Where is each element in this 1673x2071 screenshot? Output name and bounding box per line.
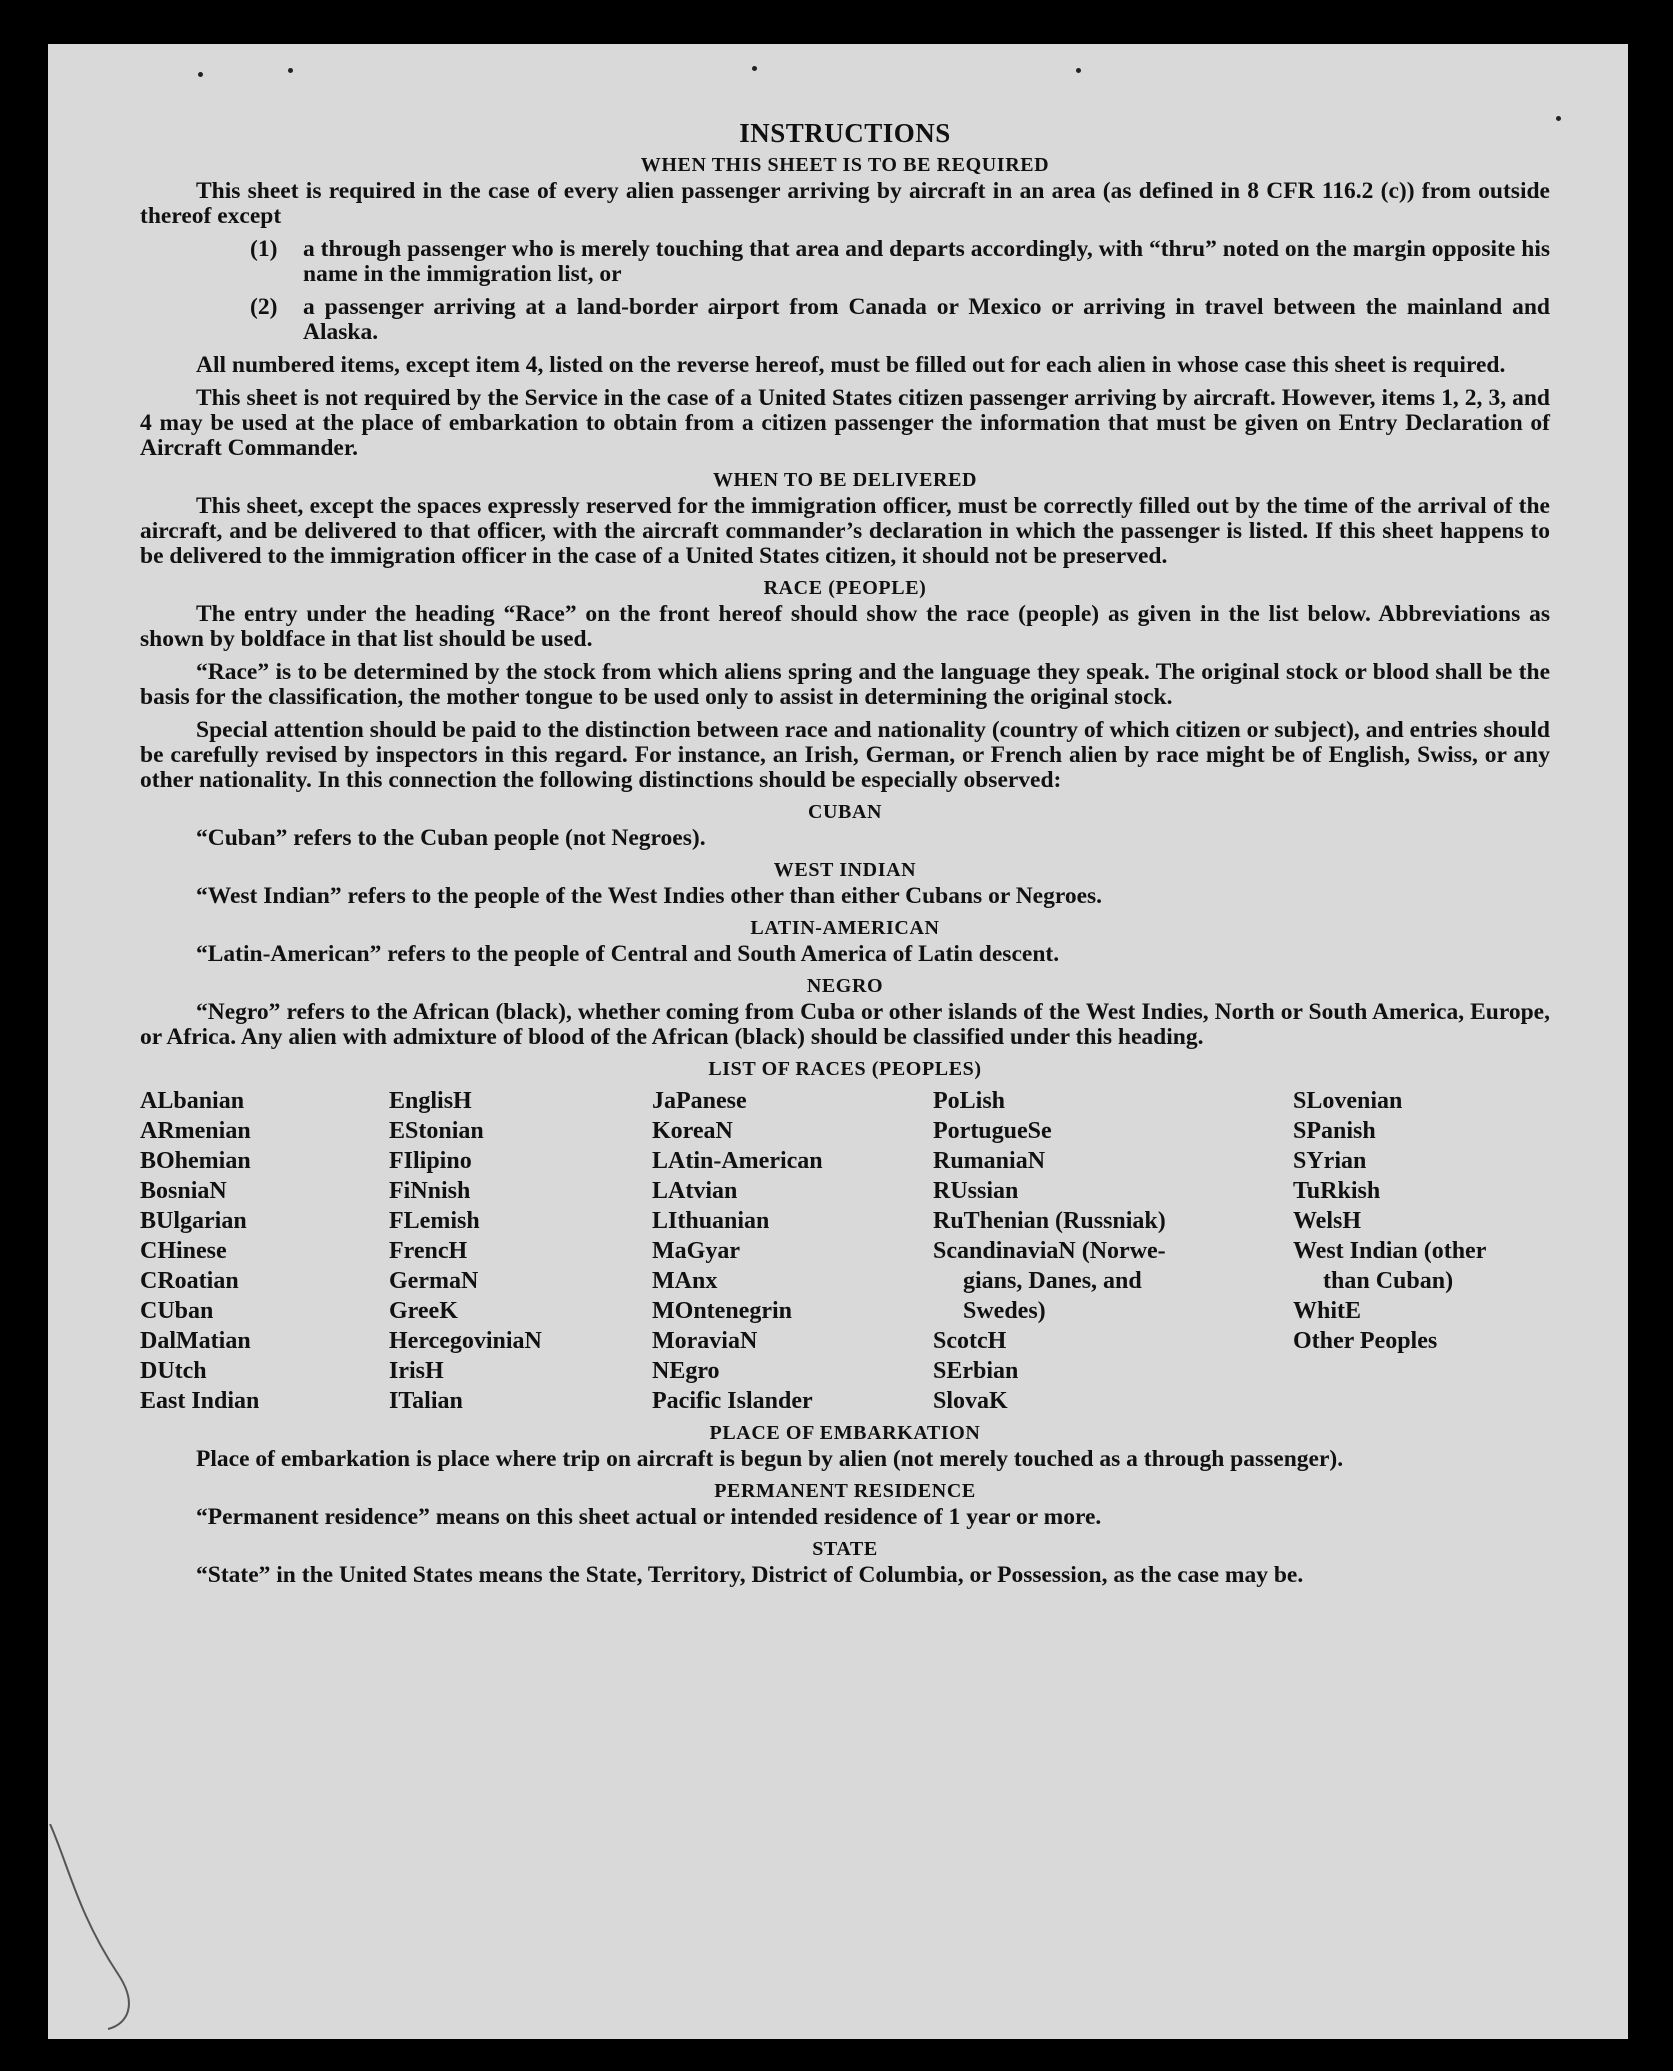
heading-when-required: WHEN THIS SHEET IS TO BE REQUIRED (640, 154, 1050, 176)
race-entry: SPanish (1293, 1118, 1376, 1144)
race-entry-continued: Swedes) (963, 1298, 1046, 1324)
heading-race: RACE (PEOPLE) (763, 577, 927, 599)
heading-west-indian: WEST INDIAN (773, 859, 917, 881)
exception-item-2 (250, 295, 1550, 345)
race-entry: ScotcH (933, 1328, 1007, 1354)
race-entry: BOhemian (140, 1148, 251, 1174)
page-title: INSTRUCTIONS (739, 118, 951, 148)
race-entry: WhitE (1293, 1298, 1362, 1324)
race-entry: EStonian (389, 1118, 484, 1144)
embarkation-text: Place of embarkation is place where trip on aircraft is begun by alien (not merely touched as a through passenger). (196, 1446, 1344, 1472)
race-entry: IrisH (389, 1358, 444, 1384)
race-entry: PortugueSe (933, 1118, 1052, 1144)
race-entry-continued: than Cuban) (1323, 1268, 1454, 1294)
exception-number: (1) (250, 236, 278, 262)
races-column-5 (1293, 1086, 1550, 1416)
race-entry: RuThenian (Russniak) (933, 1208, 1166, 1234)
latin-american-text: “Latin-American” refers to the people of Central and South America of Latin descent. (196, 941, 1060, 967)
race-entry-continued: gians, Danes, and (963, 1268, 1142, 1294)
citizen-paragraph: This sheet is not required by the Service in the case of a United States citizen passenger arriving by aircraft. However, items 1, 2, 3, and 4 may be used at the place of embarkation to obtain from a citizen passenger the information that must be given on Entry Declaration of Aircraft Commander. (140, 385, 1550, 461)
race-entry: LAtin-American (652, 1148, 823, 1174)
document-sheet (48, 44, 1628, 2039)
exception-number: (2) (250, 294, 278, 320)
race-paragraph-1: The entry under the heading “Race” on the front hereof should show the race (people) as given in the list below. Abbreviations as shown by boldface in that list should be used. (140, 601, 1550, 652)
race-entry: CUban (140, 1298, 214, 1324)
heading-cuban: CUBAN (807, 801, 883, 823)
exception-text: a through passenger who is merely touching that area and departs accordingly, with “thru” noted on the margin opposite his name in the immigration list, or (303, 236, 1550, 287)
heading-embarkation: PLACE OF EMBARKATION (709, 1422, 981, 1444)
race-entry: NEgro (652, 1358, 720, 1384)
race-entry: West Indian (other (1293, 1238, 1487, 1264)
race-entry: MAnx (652, 1268, 718, 1294)
races-table (140, 1086, 1550, 1416)
heading-negro: NEGRO (806, 975, 884, 997)
race-entry: GreeK (389, 1298, 458, 1324)
race-entry: SLovenian (1293, 1088, 1403, 1114)
race-entry: EnglisH (389, 1088, 472, 1114)
race-entry: TuRkish (1293, 1178, 1381, 1204)
race-entry: DUtch (140, 1358, 207, 1384)
race-entry: MaGyar (652, 1238, 740, 1264)
race-entry: MOntenegrin (652, 1298, 792, 1324)
when-required-intro: This sheet is required in the case of every alien passenger arriving by aircraft in an area (as defined in 8 CFR 116.2 (c)) from outside thereof except (140, 178, 1550, 229)
heading-latin-american: LATIN-AMERICAN (750, 917, 940, 939)
race-entry: BosniaN (140, 1178, 227, 1204)
race-entry: FrencH (389, 1238, 468, 1264)
race-paragraph-2: “Race” is to be determined by the stock from which aliens spring and the language they speak. The original stock or blood shall be the basis for the classification, the mother tongue to be used only to assist in determining the original stock. (140, 659, 1550, 710)
cuban-text: “Cuban” refers to the Cuban people (not Negroes). (196, 825, 706, 851)
race-entry: KoreaN (652, 1118, 733, 1144)
race-entry: CRoatian (140, 1268, 239, 1294)
race-entry: HercegoviniaN (389, 1328, 542, 1354)
race-entry: FiNnish (389, 1178, 471, 1204)
races-column-4 (933, 1086, 1293, 1416)
race-entry: WelsH (1293, 1208, 1362, 1234)
heading-permanent-residence: PERMANENT RESIDENCE (714, 1480, 976, 1502)
race-entry: ARmenian (140, 1118, 251, 1144)
race-entry: LIthuanian (652, 1208, 770, 1234)
race-entry: FLemish (389, 1208, 480, 1234)
race-entry: East Indian (140, 1388, 260, 1414)
race-entry: Pacific Islander (652, 1388, 813, 1414)
instructions-body (140, 118, 1550, 1596)
race-entry: MoraviaN (652, 1328, 758, 1354)
race-entry: GermaN (389, 1268, 479, 1294)
when-delivered-text: This sheet, except the spaces expressly reserved for the immigration officer, must be correctly filled out by the time of the arrival of the aircraft, and be delivered to that officer, with the aircraft commander’s declaration in which the passenger is listed. If this sheet happens to be delivered to the immigration officer in the case of a United States citizen, it should not be preserved. (140, 493, 1550, 569)
race-entry: JaPanese (652, 1088, 747, 1114)
permanent-residence-text: “Permanent residence” means on this sheet actual or intended residence of 1 year or more. (196, 1504, 1102, 1530)
race-entry: SlovaK (933, 1388, 1008, 1414)
numbered-items-paragraph: All numbered items, except item 4, listed on the reverse hereof, must be filled out for each alien in whose case this sheet is required. (196, 352, 1506, 378)
race-entry: FIlipino (389, 1148, 472, 1174)
race-entry: ALbanian (140, 1088, 245, 1114)
race-entry: RumaniaN (933, 1148, 1046, 1174)
race-entry: ScandinaviaN (Norwe- (933, 1238, 1166, 1264)
race-entry: CHinese (140, 1238, 227, 1264)
race-entry: SYrian (1293, 1148, 1367, 1174)
race-paragraph-3: Special attention should be paid to the distinction between race and nationality (country of which citizen or subject), and entries should be carefully revised by inspectors in this regard. For instance, an Irish, German, or French alien by race might be of English, Swiss, or any other nationality. In this connection the following distinctions should be especially observed: (140, 717, 1550, 793)
exception-text: a passenger arriving at a land-border airport from Canada or Mexico or arriving in travel between the mainland and Alaska. (303, 294, 1550, 345)
race-entry: PoLish (933, 1088, 1006, 1114)
pencil-mark (48, 1824, 168, 2034)
race-entry: BUlgarian (140, 1208, 247, 1234)
heading-state: STATE (812, 1538, 878, 1560)
negro-text: “Negro” refers to the African (black), whether coming from Cuba or other islands of the West Indies, North or South America, Europe, or Africa. Any alien with admixture of blood of the African (black) should be classified under this heading. (140, 999, 1550, 1050)
race-entry: DalMatian (140, 1328, 251, 1354)
heading-list-of-races: LIST OF RACES (PEOPLES) (708, 1058, 982, 1080)
races-column-2 (389, 1086, 652, 1416)
race-entry: RUssian (933, 1178, 1019, 1204)
exception-item-1 (250, 237, 1550, 287)
race-entry: SErbian (933, 1358, 1019, 1384)
state-text: “State” in the United States means the State, Territory, District of Columbia, or Possession, as the case may be. (196, 1562, 1304, 1588)
race-entry: Other Peoples (1293, 1328, 1438, 1354)
race-entry: ITalian (389, 1388, 463, 1414)
heading-when-delivered: WHEN TO BE DELIVERED (712, 469, 978, 491)
west-indian-text: “West Indian” refers to the people of the West Indies other than either Cubans or Negroes. (196, 883, 1103, 909)
races-column-1 (140, 1086, 389, 1416)
races-column-3 (652, 1086, 933, 1416)
race-entry: LAtvian (652, 1178, 738, 1204)
